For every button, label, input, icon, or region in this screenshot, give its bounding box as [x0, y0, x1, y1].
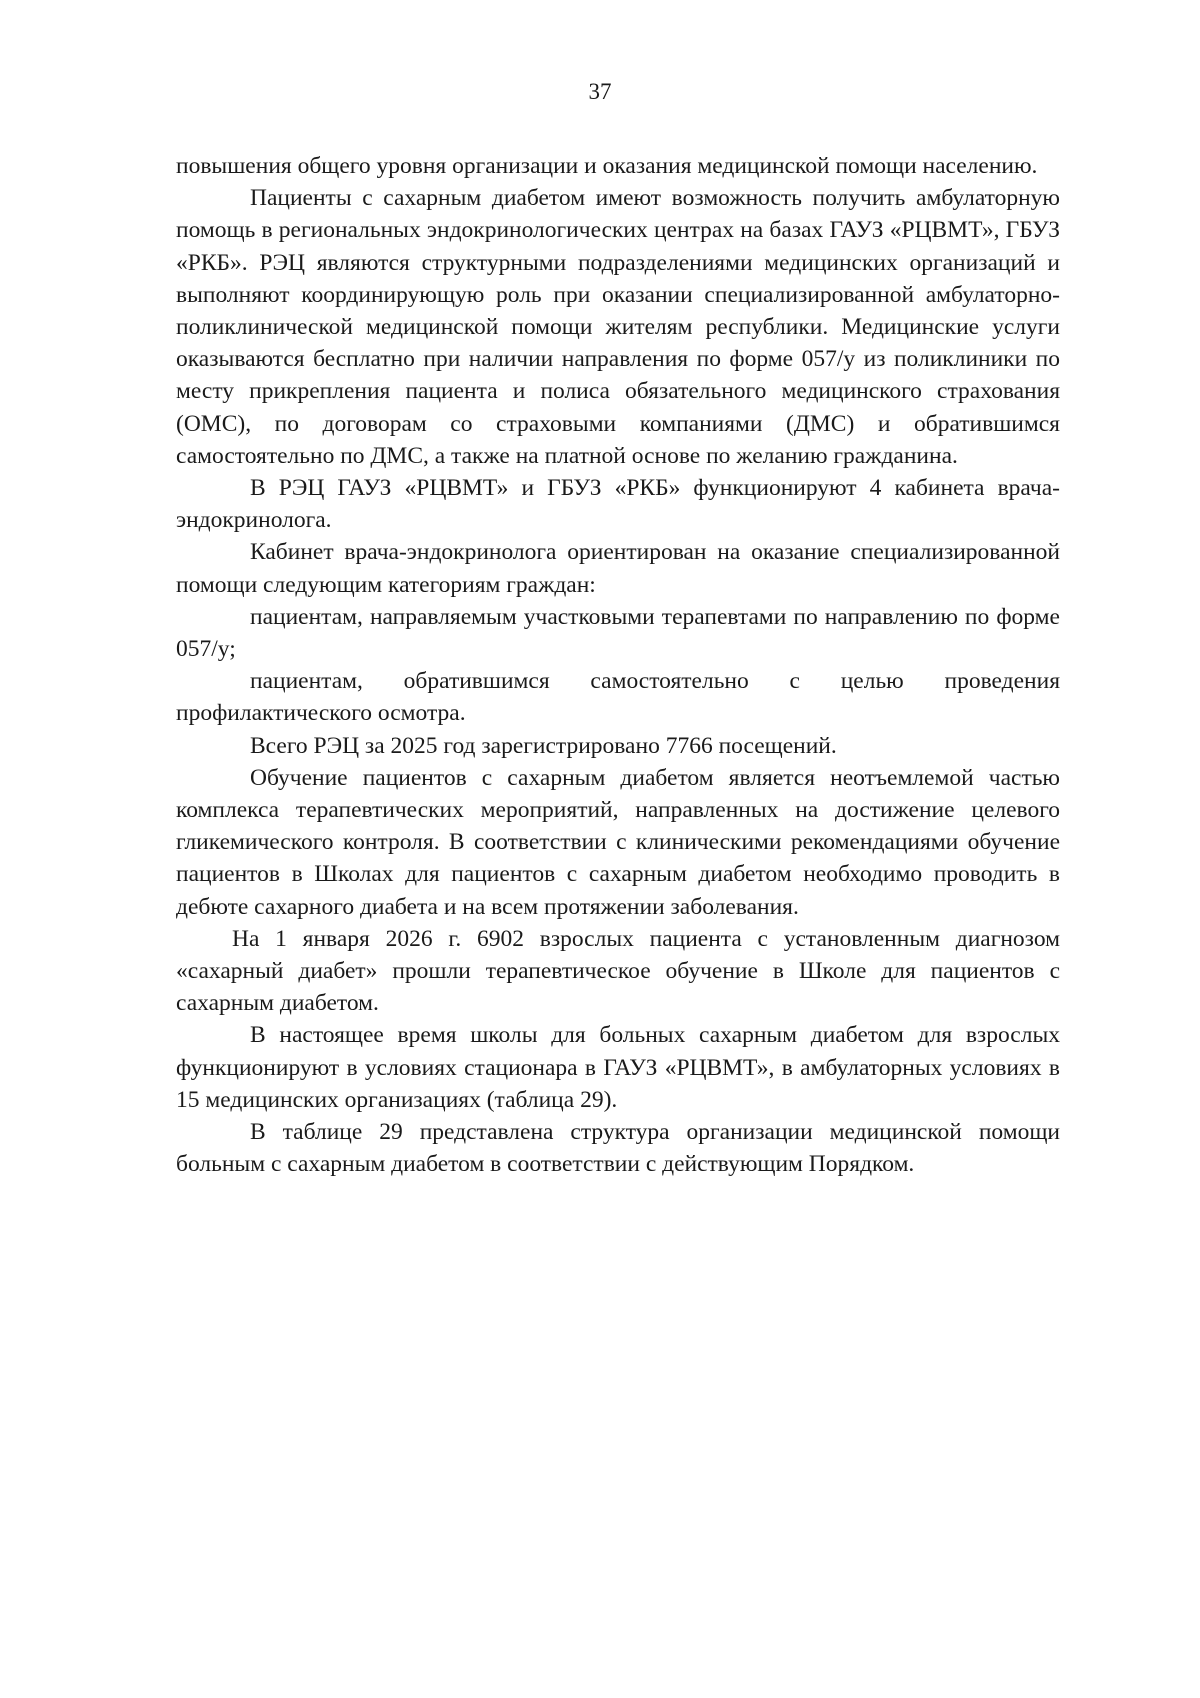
paragraph-table-reference: В таблице 29 представлена структура организации медицинской помощи больным с сахарным диабетом в соответствии с действующим Порядком.: [176, 1119, 1060, 1178]
paragraph-patient-education: Обучение пациентов с сахарным диабетом является неотъемлемой частью комплекса терапевтических мероприятий, направленных на достижение целевого гликемического контроля. В соответствии с клиническими рекомендациями обучение пациентов в Школах для пациентов с сахарным диабетом необходимо проводить в дебюте сахарного диабета и на всем протяжении заболевания.: [176, 764, 1060, 920]
body-text: [176, 150, 1060, 1181]
paragraph-schools: В настоящее время школы для больных сахарным диабетом для взрослых функционируют в условиях стационара в ГАУЗ «РЦВМТ», в амбулаторных условиях в 15 медицинских организациях (таблица 29).: [176, 1022, 1060, 1113]
list-item-referred-patients: пациентам, направляемым участковыми терапевтами по направлению по форме 057/у;: [176, 603, 1060, 663]
page-number: 37: [588, 79, 612, 104]
list-item-self-referred-patients: пациентам, обратившимся самостоятельно с целью проведения профилактического осмотра.: [176, 668, 1060, 727]
paragraph-visits-total: Всего РЭЦ за 2025 год зарегистрировано 7766 посещений.: [250, 732, 837, 759]
paragraph-cabinets-count: В РЭЦ ГАУЗ «РЦВМТ» и ГБУЗ «РКБ» функционируют 4 кабинета врача-эндокринолога.: [176, 475, 1060, 534]
paragraph-continuation: повышения общего уровня организации и оказания медицинской помощи населению.: [176, 153, 1038, 179]
paragraph-endocrine-centers: Пациенты с сахарным диабетом имеют возможность получить амбулаторную помощь в региональных эндокринологических центрах на базах ГАУЗ «РЦВМТ», ГБУЗ «РКБ». РЭЦ являются структурными подразделениями медицинских организаций и выполняют координирующую роль при оказании специализированной амбулаторно-поликлинической медицинской помощи жителям республики. Медицинские услуги оказываются бесплатно при наличии направления по форме 057/у из поликлиники по месту прикрепления пациента и полиса обязательного медицинского страхования (ОМС), по договорам со страховыми компаниями (ДМС) и обратившимся самостоятельно по ДМС, а также на платной основе по желанию гражданина.: [176, 185, 1060, 469]
paragraph-education-stats: На 1 января 2026 г. 6902 взрослых пациента с установленным диагнозом «сахарный диабет» прошли терапевтическое обучение в Школе для пациентов с сахарным диабетом.: [176, 925, 1060, 1017]
paragraph-cabinet-purpose: Кабинет врача-эндокринолога ориентирован на оказание специализированной помощи следующим категориям граждан:: [176, 539, 1060, 598]
